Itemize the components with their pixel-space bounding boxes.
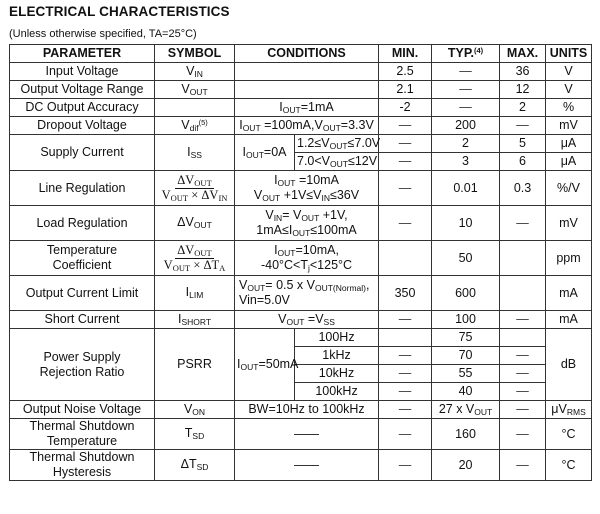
unit-cell: mV	[546, 117, 592, 135]
section-subtitle: (Unless otherwise specified, TA=25°C)	[9, 28, 197, 40]
symbol-cell: PSRR	[155, 329, 235, 401]
param-cell: Dropout Voltage	[10, 117, 155, 135]
header-typ: TYP.$^{(4)}$	[432, 45, 500, 63]
header-max: MAX.	[500, 45, 546, 63]
min-cell	[379, 329, 432, 347]
conditions-cell: $V_{IN}= V_{OUT} +1V$, $1mA\le I_{OUT}\le 100mA$	[235, 206, 379, 241]
min-cell: —	[379, 311, 432, 329]
typ-cell: —	[432, 63, 500, 81]
min-cell: —	[379, 401, 432, 419]
min-cell	[379, 241, 432, 276]
param-cell: Line Regulation	[10, 171, 155, 206]
param-cell: Load Regulation	[10, 206, 155, 241]
param-cell: Input Voltage	[10, 63, 155, 81]
table-row	[10, 401, 592, 419]
max-cell: 12	[500, 81, 546, 99]
table-row	[10, 63, 592, 81]
max-cell: 6	[500, 153, 546, 171]
min-cell: —	[379, 365, 432, 383]
table-row	[10, 311, 592, 329]
param-cell: Thermal Shutdown Hysteresis	[10, 450, 155, 481]
max-cell: —	[500, 347, 546, 365]
conditions-cell	[235, 63, 379, 81]
frequency-cell: 100kHz	[295, 383, 379, 401]
unit-cell: °C	[546, 450, 592, 481]
conditions-subcell: $1.2\le V_{OUT}\le 7.0V$	[295, 135, 379, 153]
min-cell: 350	[379, 276, 432, 311]
unit-cell: ppm	[546, 241, 592, 276]
symbol-cell: $V_{dif}^{(5)}$	[155, 117, 235, 135]
unit-cell: mA	[546, 311, 592, 329]
section-title: ELECTRICAL CHARACTERISTICS	[9, 4, 230, 19]
typ-cell: 600	[432, 276, 500, 311]
conditions-cell: $I_{OUT}=1mA$	[235, 99, 379, 117]
symbol-cell: $I_{SS}$	[155, 135, 235, 171]
max-cell	[500, 329, 546, 347]
table-row	[10, 171, 592, 206]
symbol-cell: $\Delta V_{OUT}$	[155, 206, 235, 241]
conditions-cell	[235, 81, 379, 99]
typ-cell: 75	[432, 329, 500, 347]
symbol-cell: $\Delta T_{SD}$	[155, 450, 235, 481]
symbol-cell	[155, 99, 235, 117]
table-row	[10, 450, 592, 481]
header-parameter: PARAMETER	[10, 45, 155, 63]
max-cell: —	[500, 365, 546, 383]
min-cell: 2.5	[379, 63, 432, 81]
min-cell: —	[379, 450, 432, 481]
typ-cell: 160	[432, 419, 500, 450]
header-conditions: CONDITIONS	[235, 45, 379, 63]
conditions-cell: $I_{OUT} =100mA,V_{OUT}=3.3V$	[235, 117, 379, 135]
max-cell: —	[500, 419, 546, 450]
min-cell: —	[379, 347, 432, 365]
typ-cell: 100	[432, 311, 500, 329]
unit-cell: V	[546, 63, 592, 81]
max-cell: 36	[500, 63, 546, 81]
electrical-characteristics-table	[9, 44, 592, 481]
typ-cell: 20	[432, 450, 500, 481]
max-cell: —	[500, 401, 546, 419]
symbol-cell: $T_{SD}$	[155, 419, 235, 450]
typ-cell: 10	[432, 206, 500, 241]
typ-cell: 3	[432, 153, 500, 171]
min-cell: —	[379, 117, 432, 135]
param-cell: Thermal Shutdown Temperature	[10, 419, 155, 450]
conditions-cell: $I_{OUT}=10mA$, $-40^\circ C<T_j<125^\circ C$	[235, 241, 379, 276]
min-cell: 2.1	[379, 81, 432, 99]
max-cell: —	[500, 117, 546, 135]
typ-cell: 27 x $V_{OUT}$	[432, 401, 500, 419]
max-cell: 5	[500, 135, 546, 153]
unit-cell: $\mu V_{RMS}$	[546, 401, 592, 419]
param-cell: Supply Current	[10, 135, 155, 171]
typ-cell: —	[432, 99, 500, 117]
max-cell: 2	[500, 99, 546, 117]
table-row	[10, 81, 592, 99]
param-cell: Output Noise Voltage	[10, 401, 155, 419]
min-cell: —	[379, 383, 432, 401]
symbol-cell: $\frac{\Delta V_{OUT}}{V_{OUT} \times \Delta V_{IN}}$	[155, 171, 235, 206]
table-row	[10, 241, 592, 276]
typ-cell: 55	[432, 365, 500, 383]
typ-cell: 0.01	[432, 171, 500, 206]
unit-cell: mV	[546, 206, 592, 241]
typ-cell: —	[432, 81, 500, 99]
unit-cell: %/V	[546, 171, 592, 206]
conditions-cell: BW=10Hz to 100kHz	[235, 401, 379, 419]
symbol-cell: $V_{IN}$	[155, 63, 235, 81]
symbol-cell: $I_{LIM}$	[155, 276, 235, 311]
unit-cell: μA	[546, 153, 592, 171]
table-row	[10, 419, 592, 450]
param-cell: Short Current	[10, 311, 155, 329]
frequency-cell: 1kHz	[295, 347, 379, 365]
param-cell: Temperature Coefficient	[10, 241, 155, 276]
min-cell: —	[379, 419, 432, 450]
table-row	[10, 99, 592, 117]
conditions-cell: ——	[235, 419, 379, 450]
table-row	[10, 276, 592, 311]
min-cell: —	[379, 206, 432, 241]
conditions-cell: $I_{OUT}=0A$	[235, 135, 295, 171]
max-cell: —	[500, 450, 546, 481]
conditions-cell: $I_{OUT} =10mA$ $V_{OUT} +1V\le V_{IN}\le 36V$	[235, 171, 379, 206]
table-row	[10, 206, 592, 241]
unit-cell: %	[546, 99, 592, 117]
unit-cell: V	[546, 81, 592, 99]
max-cell	[500, 276, 546, 311]
symbol-cell: $V_{OUT}$	[155, 81, 235, 99]
param-cell: Output Current Limit	[10, 276, 155, 311]
unit-cell: mA	[546, 276, 592, 311]
param-cell: Power Supply Rejection Ratio	[10, 329, 155, 401]
unit-cell: μA	[546, 135, 592, 153]
min-cell: -2	[379, 99, 432, 117]
conditions-cell: $V_{OUT} =V_{SS}$	[235, 311, 379, 329]
unit-cell: °C	[546, 419, 592, 450]
typ-cell: 40	[432, 383, 500, 401]
max-cell	[500, 241, 546, 276]
typ-cell: 200	[432, 117, 500, 135]
max-cell: —	[500, 311, 546, 329]
table-row	[10, 117, 592, 135]
typ-cell: 70	[432, 347, 500, 365]
conditions-cell: ——	[235, 450, 379, 481]
max-cell: —	[500, 206, 546, 241]
symbol-cell: $I_{SHORT}$	[155, 311, 235, 329]
symbol-cell: $V_{ON}$	[155, 401, 235, 419]
frequency-cell: 100Hz	[295, 329, 379, 347]
min-cell: —	[379, 171, 432, 206]
header-row	[10, 45, 592, 63]
header-symbol: SYMBOL	[155, 45, 235, 63]
max-cell: —	[500, 383, 546, 401]
unit-cell: dB	[546, 329, 592, 401]
typ-cell: 2	[432, 135, 500, 153]
typ-cell: 50	[432, 241, 500, 276]
symbol-cell: $\frac{\Delta V_{OUT}}{V_{OUT} \times \Delta T_A}$	[155, 241, 235, 276]
conditions-cell: $V_{OUT}= 0.5$ x $V_{OUT(Normal)}$, Vin=5.0V	[235, 276, 379, 311]
conditions-subcell: $7.0<V_{OUT}\le 12V$	[295, 153, 379, 171]
param-cell: Output Voltage Range	[10, 81, 155, 99]
header-min: MIN.	[379, 45, 432, 63]
param-cell: DC Output Accuracy	[10, 99, 155, 117]
header-units: UNITS	[546, 45, 592, 63]
frequency-cell: 10kHz	[295, 365, 379, 383]
table-row	[10, 135, 592, 153]
max-cell: 0.3	[500, 171, 546, 206]
min-cell: —	[379, 153, 432, 171]
conditions-cell: $I_{OUT}=50mA$	[235, 329, 295, 401]
min-cell: —	[379, 135, 432, 153]
table-row	[10, 329, 592, 347]
